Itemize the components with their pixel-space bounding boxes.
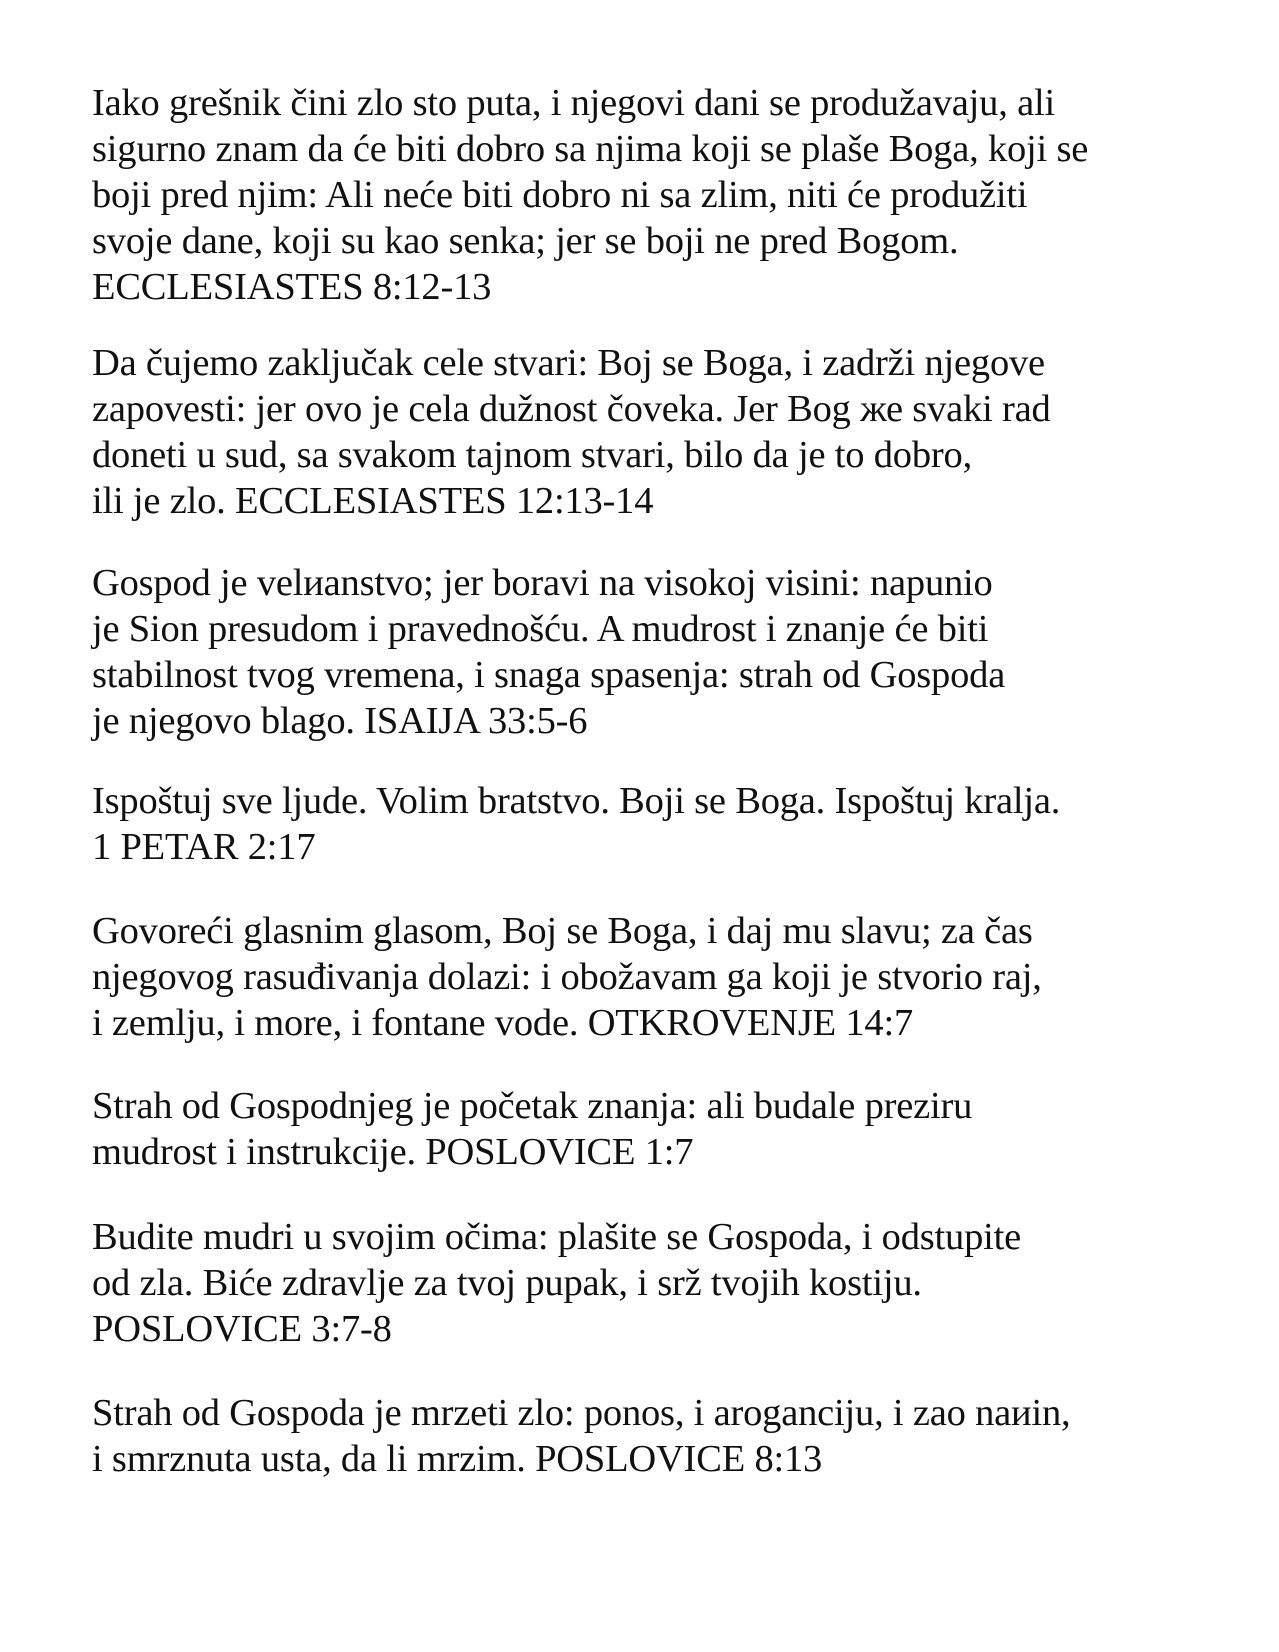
verse-line: zapovesti: jer ovo je cela dužnost čoveka. Jer Bog же svaki rad bbox=[92, 388, 1051, 430]
verse-line: Govoreći glasnim glasom, Boj se Boga, i daj mu slavu; za čas bbox=[92, 910, 1033, 952]
verse-line: je Sion presudom i pravednošću. A mudrost i znanje će biti bbox=[92, 608, 989, 650]
verse-ecclesiastes-8-12 bbox=[92, 80, 1222, 310]
verse-poslovice-1-7 bbox=[92, 1083, 1222, 1175]
verse-line: svoje dane, koji su kao senka; jer se boji ne pred Bogom. bbox=[92, 220, 959, 262]
verse-line: doneti u sud, sa svakom tajnom stvari, bilo da je to dobro, bbox=[92, 434, 972, 476]
verse-line: njegovog rasuđivanja dolazi: i obožavam ga koji je stvorio raj, bbox=[92, 956, 1042, 998]
verse-line: Strah od Gospoda je mrzeti zlo: ponos, i aroganciju, i zao naиin, bbox=[92, 1392, 1071, 1434]
verse-reference: 1 PETAR 2:17 bbox=[92, 826, 316, 868]
verse-line: Strah od Gospodnjeg je početak znanja: ali budale preziru bbox=[92, 1085, 973, 1127]
verse-reference: mudrost i instrukcije. POSLOVICE 1:7 bbox=[92, 1131, 694, 1173]
verse-poslovice-8-13 bbox=[92, 1390, 1222, 1482]
verse-line: Gospod je velиanstvo; jer boravi na visokoj visini: napunio bbox=[92, 562, 993, 604]
verse-1-petar-2-17 bbox=[92, 778, 1222, 870]
verse-line: stabilnost tvog vremena, i snaga spasenja: strah od Gospoda bbox=[92, 654, 1006, 696]
verse-line: Iako grešnik čini zlo sto puta, i njegovi dani se produžavaju, ali bbox=[92, 82, 1055, 124]
verse-line: sigurno znam da će biti dobro sa njima koji se plaše Boga, koji se bbox=[92, 128, 1089, 170]
verse-ecclesiastes-12-13 bbox=[92, 340, 1222, 524]
verse-reference: i smrznuta usta, da li mrzim. POSLOVICE 8:13 bbox=[92, 1438, 823, 1480]
verse-reference: POSLOVICE 3:7-8 bbox=[92, 1308, 392, 1350]
verse-otkrovenje-14-7 bbox=[92, 908, 1222, 1046]
verse-reference: ECCLESIASTES 8:12-13 bbox=[92, 266, 492, 308]
verse-reference: je njegovo blago. ISAIJA 33:5-6 bbox=[92, 700, 588, 742]
verse-reference: i zemlju, i more, i fontane vode. OTKROVENJE 14:7 bbox=[92, 1002, 913, 1044]
verse-line: Budite mudri u svojim očima: plašite se Gospoda, i odstupite bbox=[92, 1216, 1022, 1258]
verse-line: od zla. Biće zdravlje za tvoj pupak, i srž tvojih kostiju. bbox=[92, 1262, 922, 1304]
verse-line: boji pred njim: Ali neće biti dobro ni sa zlim, niti će produžiti bbox=[92, 174, 1028, 216]
verse-reference: ili je zlo. ECCLESIASTES 12:13-14 bbox=[92, 480, 654, 522]
verse-poslovice-3-7 bbox=[92, 1214, 1222, 1352]
verse-line: Da čujemo zaključak cele stvari: Boj se Boga, i zadrži njegove bbox=[92, 342, 1045, 384]
verse-isaija-33-5 bbox=[92, 560, 1222, 744]
verse-line: Ispoštuj sve ljude. Volim bratstvo. Boji se Boga. Ispoštuj kralja. bbox=[92, 780, 1061, 822]
